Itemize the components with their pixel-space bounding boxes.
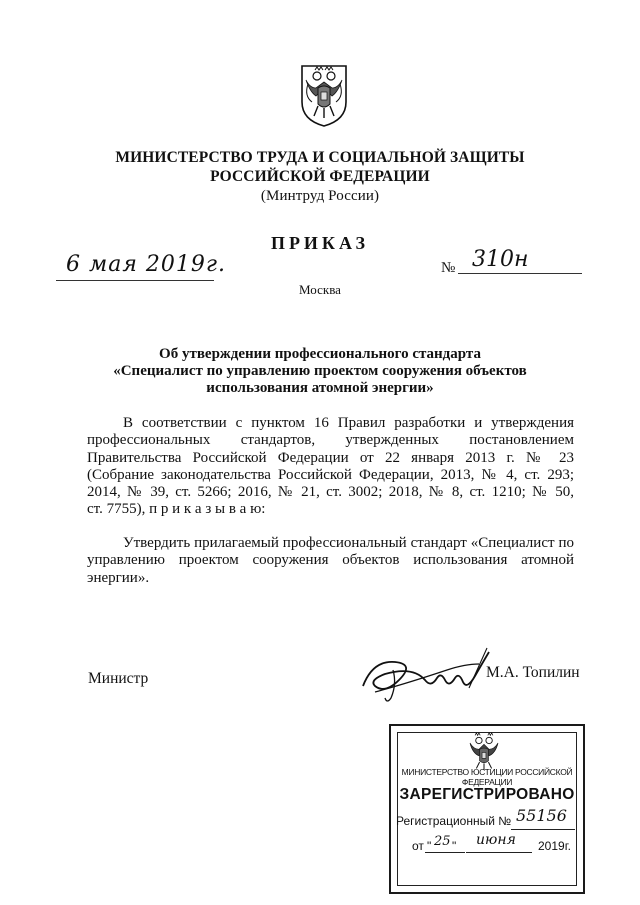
paragraph-line: управлению проектом сооружения объектов использования атомной xyxy=(87,552,574,569)
paragraph-line: В соответствии с пунктом 16 Правил разработки и утверждения xyxy=(123,415,574,431)
handwritten-signature xyxy=(355,640,495,710)
order-number-handwritten: 310н xyxy=(472,247,529,272)
stamp-registration-label: Регистрационный № xyxy=(396,814,512,828)
subject-line2: «Специалист по управлению проектом сооружения объектов xyxy=(113,363,527,379)
stamp-registration-number: 55156 xyxy=(516,806,567,825)
paragraph-line: 2014, № 39, ст. 5266; 2016, № 21, ст. 3002; 2018, № 8, ст. 1210; № 50, xyxy=(87,484,574,501)
ministry-short-name: (Минтруд России) xyxy=(260,188,380,204)
stamp-ministry: МИНИСТЕРСТВО ЮСТИЦИИ РОССИЙСКОЙ ФЕДЕРАЦИИ xyxy=(401,767,573,787)
paragraph-line: энергии». xyxy=(87,569,150,586)
stamp-date-year: 2019г. xyxy=(538,839,571,853)
subject-line1: Об утверждении профессионального стандарта xyxy=(159,346,481,362)
stamp-date-quote-close: " xyxy=(452,839,457,853)
paragraph-line: (Собрание законодательства Российской Федерации, 2013, № 4, ст. 293; xyxy=(87,466,574,483)
stamp-date-prefix: от xyxy=(412,839,424,853)
order-date-underline xyxy=(56,280,214,281)
body-paragraph-1 xyxy=(87,415,574,519)
ministry-name-line2: РОССИЙСКОЙ ФЕДЕРАЦИИ xyxy=(210,168,430,185)
stamp-date-underline xyxy=(466,852,532,853)
stamp-date-month: июня xyxy=(476,832,516,848)
order-title: ПРИКАЗ xyxy=(270,233,370,253)
paragraph-line: Правительства Российской Федерации от 22 января 2013 г. № 23 xyxy=(87,449,574,466)
paragraph-line: ст. 7755), п р и к а з ы в а ю: xyxy=(87,501,266,518)
paragraph-line: Утвердить прилагаемый профессиональный стандарт «Специалист по xyxy=(123,535,574,551)
paragraph-line: профессиональных стандартов, утвержденных постановлением xyxy=(87,432,574,449)
order-number-label: № xyxy=(441,260,456,276)
ministry-name-line1: МИНИСТЕРСТВО ТРУДА И СОЦИАЛЬНОЙ ЗАЩИТЫ xyxy=(115,149,525,166)
russian-coat-of-arms-icon xyxy=(298,62,350,128)
subject-line3: использования атомной энергии» xyxy=(206,380,434,396)
order-date-handwritten: 6 мая 2019г. xyxy=(66,252,227,277)
stamp-registered: ЗАРЕГИСТРИРОВАНО xyxy=(399,786,575,803)
russian-coat-of-arms-icon xyxy=(467,729,501,771)
body-paragraph-2 xyxy=(87,535,574,587)
signatory-name: М.А. Топилин xyxy=(486,664,580,681)
stamp-date-underline xyxy=(425,852,465,853)
stamp-date-quote-open: " xyxy=(427,839,432,853)
stamp-registration-underline xyxy=(511,829,575,830)
signatory-title: Министр xyxy=(88,670,149,687)
order-city: Москва xyxy=(299,282,341,297)
order-number-underline xyxy=(458,273,582,274)
stamp-date-day: 25 xyxy=(434,834,451,849)
